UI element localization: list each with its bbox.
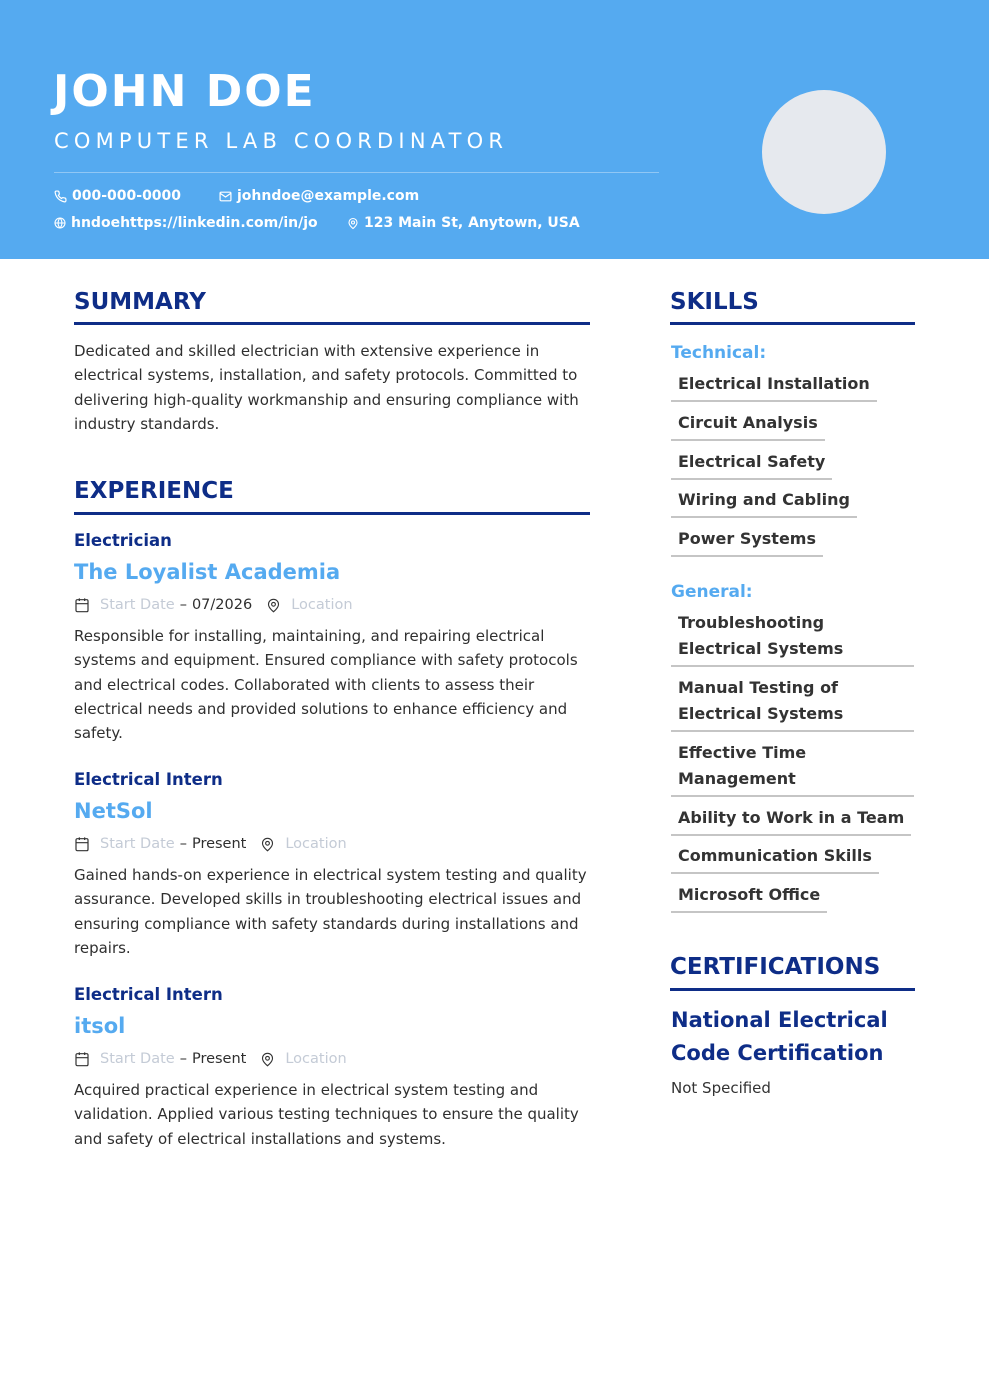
globe-icon xyxy=(54,217,66,229)
summary-text: Dedicated and skilled electrician with extensive experience in electrical systems, installation, and safety protocols. Committed to delivering high-quality workmanship and ensuring compliance with industry standards. xyxy=(74,342,579,433)
job-start-date: Start Date xyxy=(100,836,175,852)
skill-tag: Effective Time Management xyxy=(671,740,914,797)
job-role: Electrical Intern xyxy=(74,770,223,789)
calendar-icon xyxy=(74,1051,90,1067)
experience-rule xyxy=(74,512,590,515)
map-pin-icon xyxy=(266,597,281,614)
skill-tag: Electrical Safety xyxy=(671,449,832,480)
job-description: Gained hands-on experience in electrical system testing and quality assurance. Developed skills in troubleshooting electrical issues and ensuring compliance with safety standards during installations and repairs. xyxy=(74,866,587,957)
calendar-icon xyxy=(74,836,90,852)
profile-photo-placeholder xyxy=(762,90,886,214)
job-end-date: Present xyxy=(191,1051,247,1067)
job-end-date: Present xyxy=(191,836,247,852)
calendar-icon xyxy=(74,597,90,613)
skill-tag: Power Systems xyxy=(671,526,823,557)
phone-icon xyxy=(54,190,67,203)
certifications-heading: CERTIFICATIONS xyxy=(670,954,881,980)
job-location: Location xyxy=(291,597,353,613)
contact-location xyxy=(347,214,580,232)
email-text: johndoe@example.com xyxy=(237,188,420,204)
envelope-icon xyxy=(219,190,232,203)
job-meta: Start Date – Present Location xyxy=(74,1050,347,1068)
job-end-date: 07/2026 xyxy=(191,597,253,613)
location-text: 123 Main St, Anytown, USA xyxy=(364,215,580,231)
contact-email[interactable] xyxy=(219,187,419,205)
map-pin-icon xyxy=(347,217,359,230)
job-description: Responsible for installing, maintaining, and repairing electrical systems and equipment. Ensured compliance with safety protocols and electrical codes. Collaborated with clients to assess their electrical needs and provided solutions to enhance efficiency and safety. xyxy=(74,627,578,743)
skills-heading: SKILLS xyxy=(670,289,759,315)
contact-website[interactable] xyxy=(54,214,318,232)
job-meta: Start Date – 07/2026 Location xyxy=(74,596,353,614)
skill-tag: Communication Skills xyxy=(671,843,879,874)
skill-tag: Wiring and Cabling xyxy=(671,487,857,518)
skill-tag: Manual Testing of Electrical Systems xyxy=(671,675,914,732)
experience-heading: EXPERIENCE xyxy=(74,478,234,504)
summary-rule xyxy=(74,322,590,325)
skill-tag: Electrical Installation xyxy=(671,371,877,402)
general-skills-label: General: xyxy=(671,582,753,602)
certification-date: Not Specified xyxy=(671,1079,771,1097)
technical-skills-label: Technical: xyxy=(671,343,767,363)
job-role: Electrician xyxy=(74,531,172,550)
job-title: COMPUTER LAB COORDINATOR xyxy=(54,129,509,153)
header-divider xyxy=(54,172,659,173)
job-company: NetSol xyxy=(74,799,153,823)
job-start-date: Start Date xyxy=(100,597,175,613)
job-company: itsol xyxy=(74,1014,126,1038)
candidate-name: JOHN DOE xyxy=(53,66,316,117)
job-start-date: Start Date xyxy=(100,1051,175,1067)
job-description: Acquired practical experience in electrical system testing and validation. Applied various testing techniques to ensure the quality and safety of electrical installations and systems. xyxy=(74,1081,579,1148)
contact-phone[interactable] xyxy=(54,187,181,205)
job-company: The Loyalist Academia xyxy=(74,560,341,584)
job-location: Location xyxy=(285,1051,347,1067)
skill-tag: Ability to Work in a Team xyxy=(671,805,911,836)
map-pin-icon xyxy=(260,836,275,853)
skill-tag: Circuit Analysis xyxy=(671,410,825,441)
skill-tag: Troubleshooting Electrical Systems xyxy=(671,610,914,667)
summary-heading: SUMMARY xyxy=(74,289,206,315)
map-pin-icon xyxy=(260,1051,275,1068)
certification-name: National Electrical Code Certification xyxy=(671,1008,888,1065)
skill-tag: Microsoft Office xyxy=(671,882,827,913)
job-location: Location xyxy=(285,836,347,852)
website-text: hndoehttps://linkedin.com/in/jo xyxy=(71,215,318,231)
skills-rule xyxy=(670,322,915,325)
resume-header xyxy=(0,0,989,259)
certifications-rule xyxy=(670,988,915,991)
job-role: Electrical Intern xyxy=(74,985,223,1004)
job-meta: Start Date – Present Location xyxy=(74,835,347,853)
phone-text: 000-000-0000 xyxy=(72,188,182,204)
